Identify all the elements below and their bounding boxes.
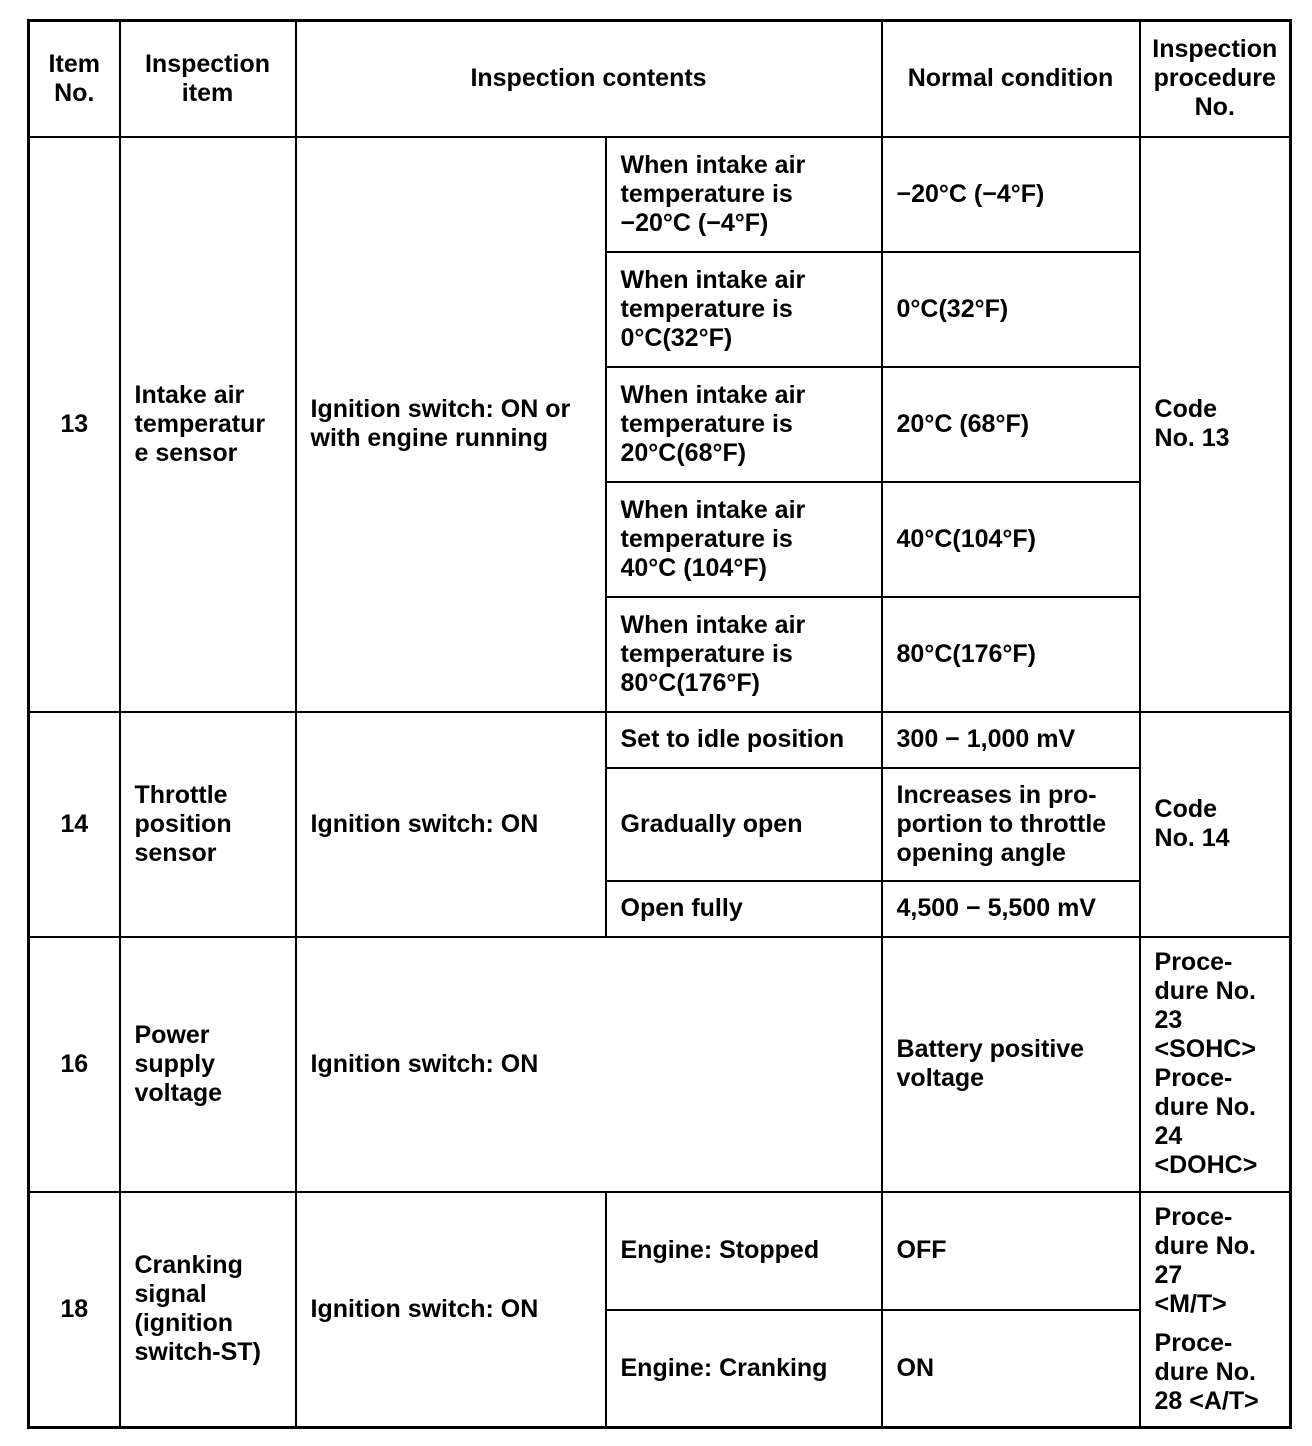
header-normal-condition: Normal condition (882, 21, 1140, 137)
inspection-item-cell: Intake air temperatur e sensor (120, 137, 296, 712)
normal-condition-cell: ON (882, 1310, 1140, 1428)
procedure-cell: Code No. 13 (1140, 137, 1291, 712)
header-inspection-contents: Inspection contents (296, 21, 882, 137)
procedure-cell: Proce- dure No. 23 <SOHC> Proce- dure No. 24 <DOHC> (1140, 937, 1291, 1192)
table-row (29, 1192, 1291, 1310)
normal-condition-cell: 300 − 1,000 mV (882, 712, 1140, 768)
normal-condition-cell: OFF (882, 1192, 1140, 1310)
condition-cell: Ignition switch: ON (296, 712, 606, 937)
inspection-sheet (27, 19, 1289, 1427)
contents-cell: Engine: Cranking (606, 1310, 882, 1428)
header-item-no: Item No. (29, 21, 120, 137)
condition-cell: Ignition switch: ON (296, 937, 882, 1192)
normal-condition-cell: Battery positive voltage (882, 937, 1140, 1192)
normal-condition-cell: 4,500 − 5,500 mV (882, 881, 1140, 937)
contents-cell: When intake air temperature is 20°C(68°F) (606, 367, 882, 482)
header-row (29, 21, 1291, 137)
header-procedure-no: Inspection procedure No. (1140, 21, 1291, 137)
condition-cell: Ignition switch: ON or with engine running (296, 137, 606, 712)
header-inspection-item: Inspection item (120, 21, 296, 137)
normal-condition-cell: 40°C(104°F) (882, 482, 1140, 597)
normal-condition-cell: Increases in pro- portion to throttle opening angle (882, 768, 1140, 881)
contents-cell: When intake air temperature is −20°C (−4°F) (606, 137, 882, 252)
inspection-item-cell: Throttle position sensor (120, 712, 296, 937)
contents-cell: When intake air temperature is 80°C(176°F) (606, 597, 882, 712)
inspection-item-cell: Power supply voltage (120, 937, 296, 1192)
procedure-cell: Code No. 14 (1140, 712, 1291, 937)
table-row (29, 937, 1291, 1192)
normal-condition-cell: 0°C(32°F) (882, 252, 1140, 367)
procedure-cell: Proce- dure No. 27 <M/T> Proce- dure No. 28 <A/T> (1140, 1192, 1291, 1428)
contents-cell: When intake air temperature is 40°C (104°F) (606, 482, 882, 597)
contents-cell: Gradually open (606, 768, 882, 881)
item-no-cell: 13 (29, 137, 120, 712)
inspection-table (27, 19, 1292, 1429)
item-no-cell: 14 (29, 712, 120, 937)
item-no-cell: 16 (29, 937, 120, 1192)
table-row (29, 137, 1291, 252)
inspection-item-cell: Cranking signal (ignition switch-ST) (120, 1192, 296, 1428)
contents-cell: Set to idle position (606, 712, 882, 768)
item-no-cell: 18 (29, 1192, 120, 1428)
contents-cell: When intake air temperature is 0°C(32°F) (606, 252, 882, 367)
contents-cell: Open fully (606, 881, 882, 937)
condition-cell: Ignition switch: ON (296, 1192, 606, 1428)
normal-condition-cell: 20°C (68°F) (882, 367, 1140, 482)
normal-condition-cell: −20°C (−4°F) (882, 137, 1140, 252)
normal-condition-cell: 80°C(176°F) (882, 597, 1140, 712)
contents-cell: Engine: Stopped (606, 1192, 882, 1310)
table-row (29, 712, 1291, 768)
